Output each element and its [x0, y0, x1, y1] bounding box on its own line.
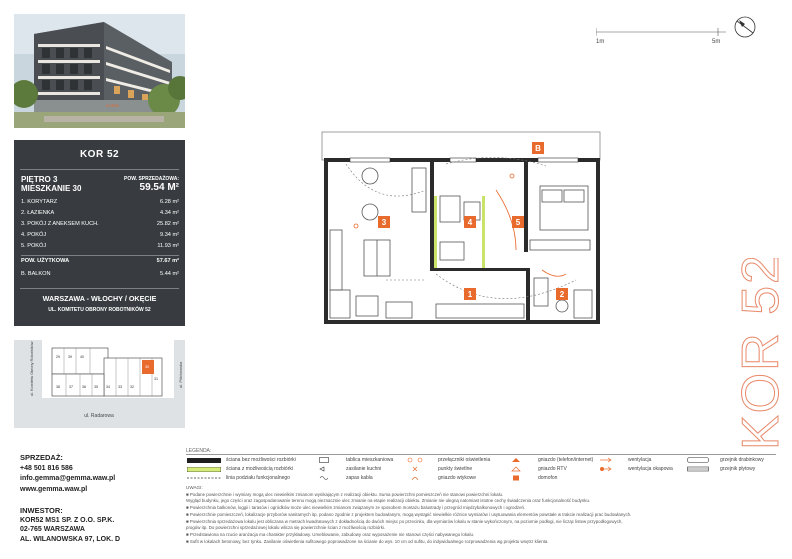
ventilation-icon: [588, 457, 624, 463]
room-row: [21, 199, 179, 210]
note-line: ■ Powierzchnia balkonów, loggii i tarasów i ogródków może ulec niewielkim zmianom związanym ze sposobem montażu balustrady i przegród międzybalkonowych i ogrodzeń.: [186, 505, 526, 511]
unit-label: 33: [118, 385, 122, 389]
room-number-3: 3: [381, 218, 387, 227]
room-area: 25.82 m²: [156, 221, 179, 227]
balcony-area: 5.44 m²: [160, 271, 179, 277]
district-label: WARSZAWA - WŁOCHY / OKĘCIE: [42, 294, 157, 303]
divider: [186, 454, 776, 455]
black-wall-icon: [186, 457, 222, 463]
legend-label: grzejnik płytowy: [720, 466, 756, 472]
divider: [20, 288, 179, 289]
balcony-outline: [322, 132, 600, 160]
legend-label: wentylacja: [628, 457, 652, 463]
sales-website[interactable]: www.gemma.waw.pl: [20, 485, 88, 493]
street-name-left: ul. Komitetu Obrony Robotników: [30, 341, 34, 396]
unit-label: 34: [106, 385, 110, 389]
room-row: [21, 232, 179, 243]
legend-item: [588, 456, 651, 464]
legend-item: [306, 465, 381, 473]
usable-area-value: 57.67 m²: [156, 258, 179, 264]
unit-label: 39: [68, 355, 72, 359]
intercom-icon: [498, 475, 534, 481]
balcony-row: [21, 271, 179, 277]
legend-item: [186, 474, 290, 482]
street-name-bottom: ul. Radarowa: [84, 413, 114, 419]
floor-plan: [316, 130, 606, 330]
divider: [21, 255, 179, 256]
note-line: ■ Powierzchnia sprzedażowa lokalu jest obliczana w metrach kwadratowych z dokładnością do dwóch miejsc po przecinku, dla wymiarów lokalu w stanie wykończonym, na poziomie podłogi, nie licząc listew przypodłogowych,: [186, 518, 623, 524]
apartment-info-card: [14, 140, 185, 326]
light-point-icon: [398, 466, 434, 472]
room-list: [21, 199, 179, 269]
scale-bar-drawing: [596, 24, 726, 48]
rtv-socket-icon: [498, 466, 534, 472]
investor-line: KOR52 MS1 SP. Z O.O. SP.K.: [20, 516, 115, 524]
svg-text:KOR52: KOR52: [106, 103, 120, 108]
sales-contact: [20, 453, 115, 495]
legend-label: grzejnik drabinkowy: [720, 457, 764, 463]
scale-right-label: 5m: [712, 39, 721, 45]
note-line: ■ Sufit w lokalach betonowy, bez tynku. Zasilanie oświetlenia sufitowego poprowadzone na ścianie do wys. 10 cm od sufitu, do indywidualnego rozprowadzenia wg projektu wnętrz klienta.: [186, 538, 549, 544]
floor-label: PIĘTRO 3: [21, 175, 58, 184]
floor-plan-drawing: [316, 130, 606, 330]
green-wall-icon: [186, 466, 222, 472]
room-name: 2. ŁAZIENKA: [21, 210, 55, 216]
note-line: ■ Podane powierzchnie i wymiary mogą ulec niewielkim zmianom wynikającym z realizacji obiektu. Suma powierzchni pomieszczeń nie stanowi powierzchni lokalu.: [186, 491, 504, 497]
socket-symbol-icon: [398, 475, 434, 481]
panel-radiator-icon: [680, 466, 716, 472]
note-line: Wygląd budynku, jego części oraz zagospodarowanie terenu mogą nieznacznie ulec zmianie na etapie realizacji obiektu. Zmianie nie ulegną natomiast istotne cechy świadczenia oraz funkcjonalność budynku.: [186, 498, 591, 504]
divider: [20, 169, 179, 170]
street-address: UL. KOMITETU OBRONY ROBOTNIKÓW 52: [48, 307, 151, 313]
legend-item: [398, 465, 472, 473]
legend-label: gniazdo RTV: [538, 466, 567, 472]
room-area: 6.28 m²: [160, 199, 179, 205]
unit-label: 37: [69, 385, 73, 389]
brand-logo: [728, 258, 786, 454]
room-name: 3. POKÓJ Z ANEKSEM KUCH.: [21, 221, 99, 227]
unit-label: 29: [56, 355, 60, 359]
legend-label: gniazdo (telefon/internet): [538, 457, 594, 463]
unit-label: 30: [145, 365, 149, 369]
room-name: 1. KORYTARZ: [21, 199, 58, 205]
room-number-1: 1: [467, 290, 473, 299]
sales-phone[interactable]: +48 501 816 586: [20, 464, 73, 472]
north-arrow-icon: [733, 15, 757, 39]
room-number-5: 5: [515, 218, 521, 227]
unit-label: 36: [82, 385, 86, 389]
unit-label: 32: [130, 385, 134, 389]
legend-item: [498, 456, 593, 464]
apartment-label: MIESZKANIE 30: [21, 184, 82, 193]
room-area: 9.34 m²: [160, 232, 179, 238]
ladder-radiator-icon: [680, 457, 716, 463]
legend-label: punkty świetlne: [438, 466, 473, 472]
legend-item: [186, 456, 296, 464]
legend-label: gniazdo wtykowe: [438, 475, 477, 481]
legend-item: [398, 474, 476, 482]
legend-label: zasilanie kuchni: [346, 466, 382, 472]
room-number-2: 2: [559, 290, 565, 299]
investor-title: INWESTOR:: [20, 506, 63, 515]
legend-label: ściana z możliwością rozbiórki: [226, 466, 293, 472]
legend: [186, 448, 776, 482]
room-area: 11.93 m²: [157, 243, 179, 249]
unit-label: 35: [94, 385, 98, 389]
building-code: KOR 52: [79, 149, 120, 160]
sales-email[interactable]: info.gemma@gemma.waw.pl: [20, 475, 116, 482]
sales-title: SPRZEDAŻ:: [20, 453, 63, 462]
room-name: 5. POKÓJ: [21, 243, 47, 249]
room-row: [21, 221, 179, 232]
legend-title: LEGENDA:: [186, 448, 212, 454]
legend-label: linia podziału funkcjonalnego: [226, 475, 290, 481]
legend-item: [498, 474, 557, 482]
legend-item: [186, 465, 293, 473]
unit-label: 38: [56, 385, 60, 389]
building-illustration: [14, 14, 185, 128]
unit-label: 40: [80, 355, 84, 359]
legend-label: ściana bez możliwości rozbiórki: [226, 457, 296, 463]
scale-left-label: 1m: [596, 39, 605, 45]
sales-area-value: 59.54 M²: [139, 182, 179, 193]
legend-label: domofon: [538, 475, 558, 481]
dashed-line-icon: [186, 475, 222, 481]
room-number-4: 4: [467, 218, 473, 227]
room-name: 4. POKÓJ: [21, 232, 47, 238]
legend-item: [398, 456, 490, 464]
kitchen-power-icon: [306, 466, 342, 472]
usable-area-row: [21, 258, 179, 269]
investor-line: AL. WILANOWSKA 97, LOK. D: [20, 535, 121, 543]
site-plan-drawing: [14, 340, 185, 428]
legend-label: wentylacja okapowa: [628, 466, 673, 472]
note-line: progów itp. Do powierzchni sprzedażowej lokalu wlicza się powierzchnie ścian z możliwością rozbiórki.: [186, 525, 386, 531]
legend-item: [498, 465, 567, 473]
legend-item: [306, 456, 393, 464]
legend-label: zapas kabla: [346, 475, 373, 481]
notes: [186, 485, 726, 545]
room-row: [21, 243, 179, 254]
legend-item: [680, 465, 755, 473]
scale-bar: [596, 24, 726, 48]
cable-reserve-icon: [306, 475, 342, 481]
legend-item: [588, 465, 673, 473]
site-plan: [14, 340, 185, 428]
room-row: [21, 210, 179, 221]
building-render-image: [14, 14, 185, 128]
switch-symbol-icon: [398, 457, 434, 463]
legend-item: [680, 456, 764, 464]
room-area: 4.34 m²: [160, 210, 179, 216]
phone-socket-icon: [498, 457, 534, 463]
panel-box-icon: [306, 457, 342, 463]
note-line: ■ Powierzchnie pomieszczeń, lokalizacje przyborów sanitarnych itp. podano zgodnie z projektem budowlanym, mogą wystąpić niewielkie różnice wymiarów i usytuowania elementów powstałe w trakcie realizacji prac budowlanych.: [186, 511, 632, 517]
balcony-label: B. BALKON: [21, 271, 51, 277]
legend-label: tablica mieszkaniowa: [346, 457, 394, 463]
hood-ventilation-icon: [588, 466, 624, 472]
notes-title: UWAGI:: [186, 485, 203, 490]
sales-area-label: POW. SPRZEDAŻOWA:: [124, 176, 179, 182]
legend-label: przełączniki oświetlenia: [438, 457, 491, 463]
investor-line: 02-765 WARSZAWA: [20, 526, 85, 533]
note-line: ■ Przedstawiona na rzucie aranżacja ma charakter przykładowy. Umeblowanie, zabudowy oraz wyposażenie nie stanowi części nabywanego lokalu.: [186, 531, 475, 537]
street-name-right: ul. Pilichowska: [178, 361, 183, 388]
brand-text: KOR 52: [732, 258, 786, 450]
room-number-balcony: B: [535, 144, 541, 153]
legend-item: [306, 474, 373, 482]
usable-area-label: POW. UŻYTKOWA: [21, 258, 70, 264]
unit-label: 31: [154, 377, 158, 381]
investor-contact: [20, 506, 120, 544]
